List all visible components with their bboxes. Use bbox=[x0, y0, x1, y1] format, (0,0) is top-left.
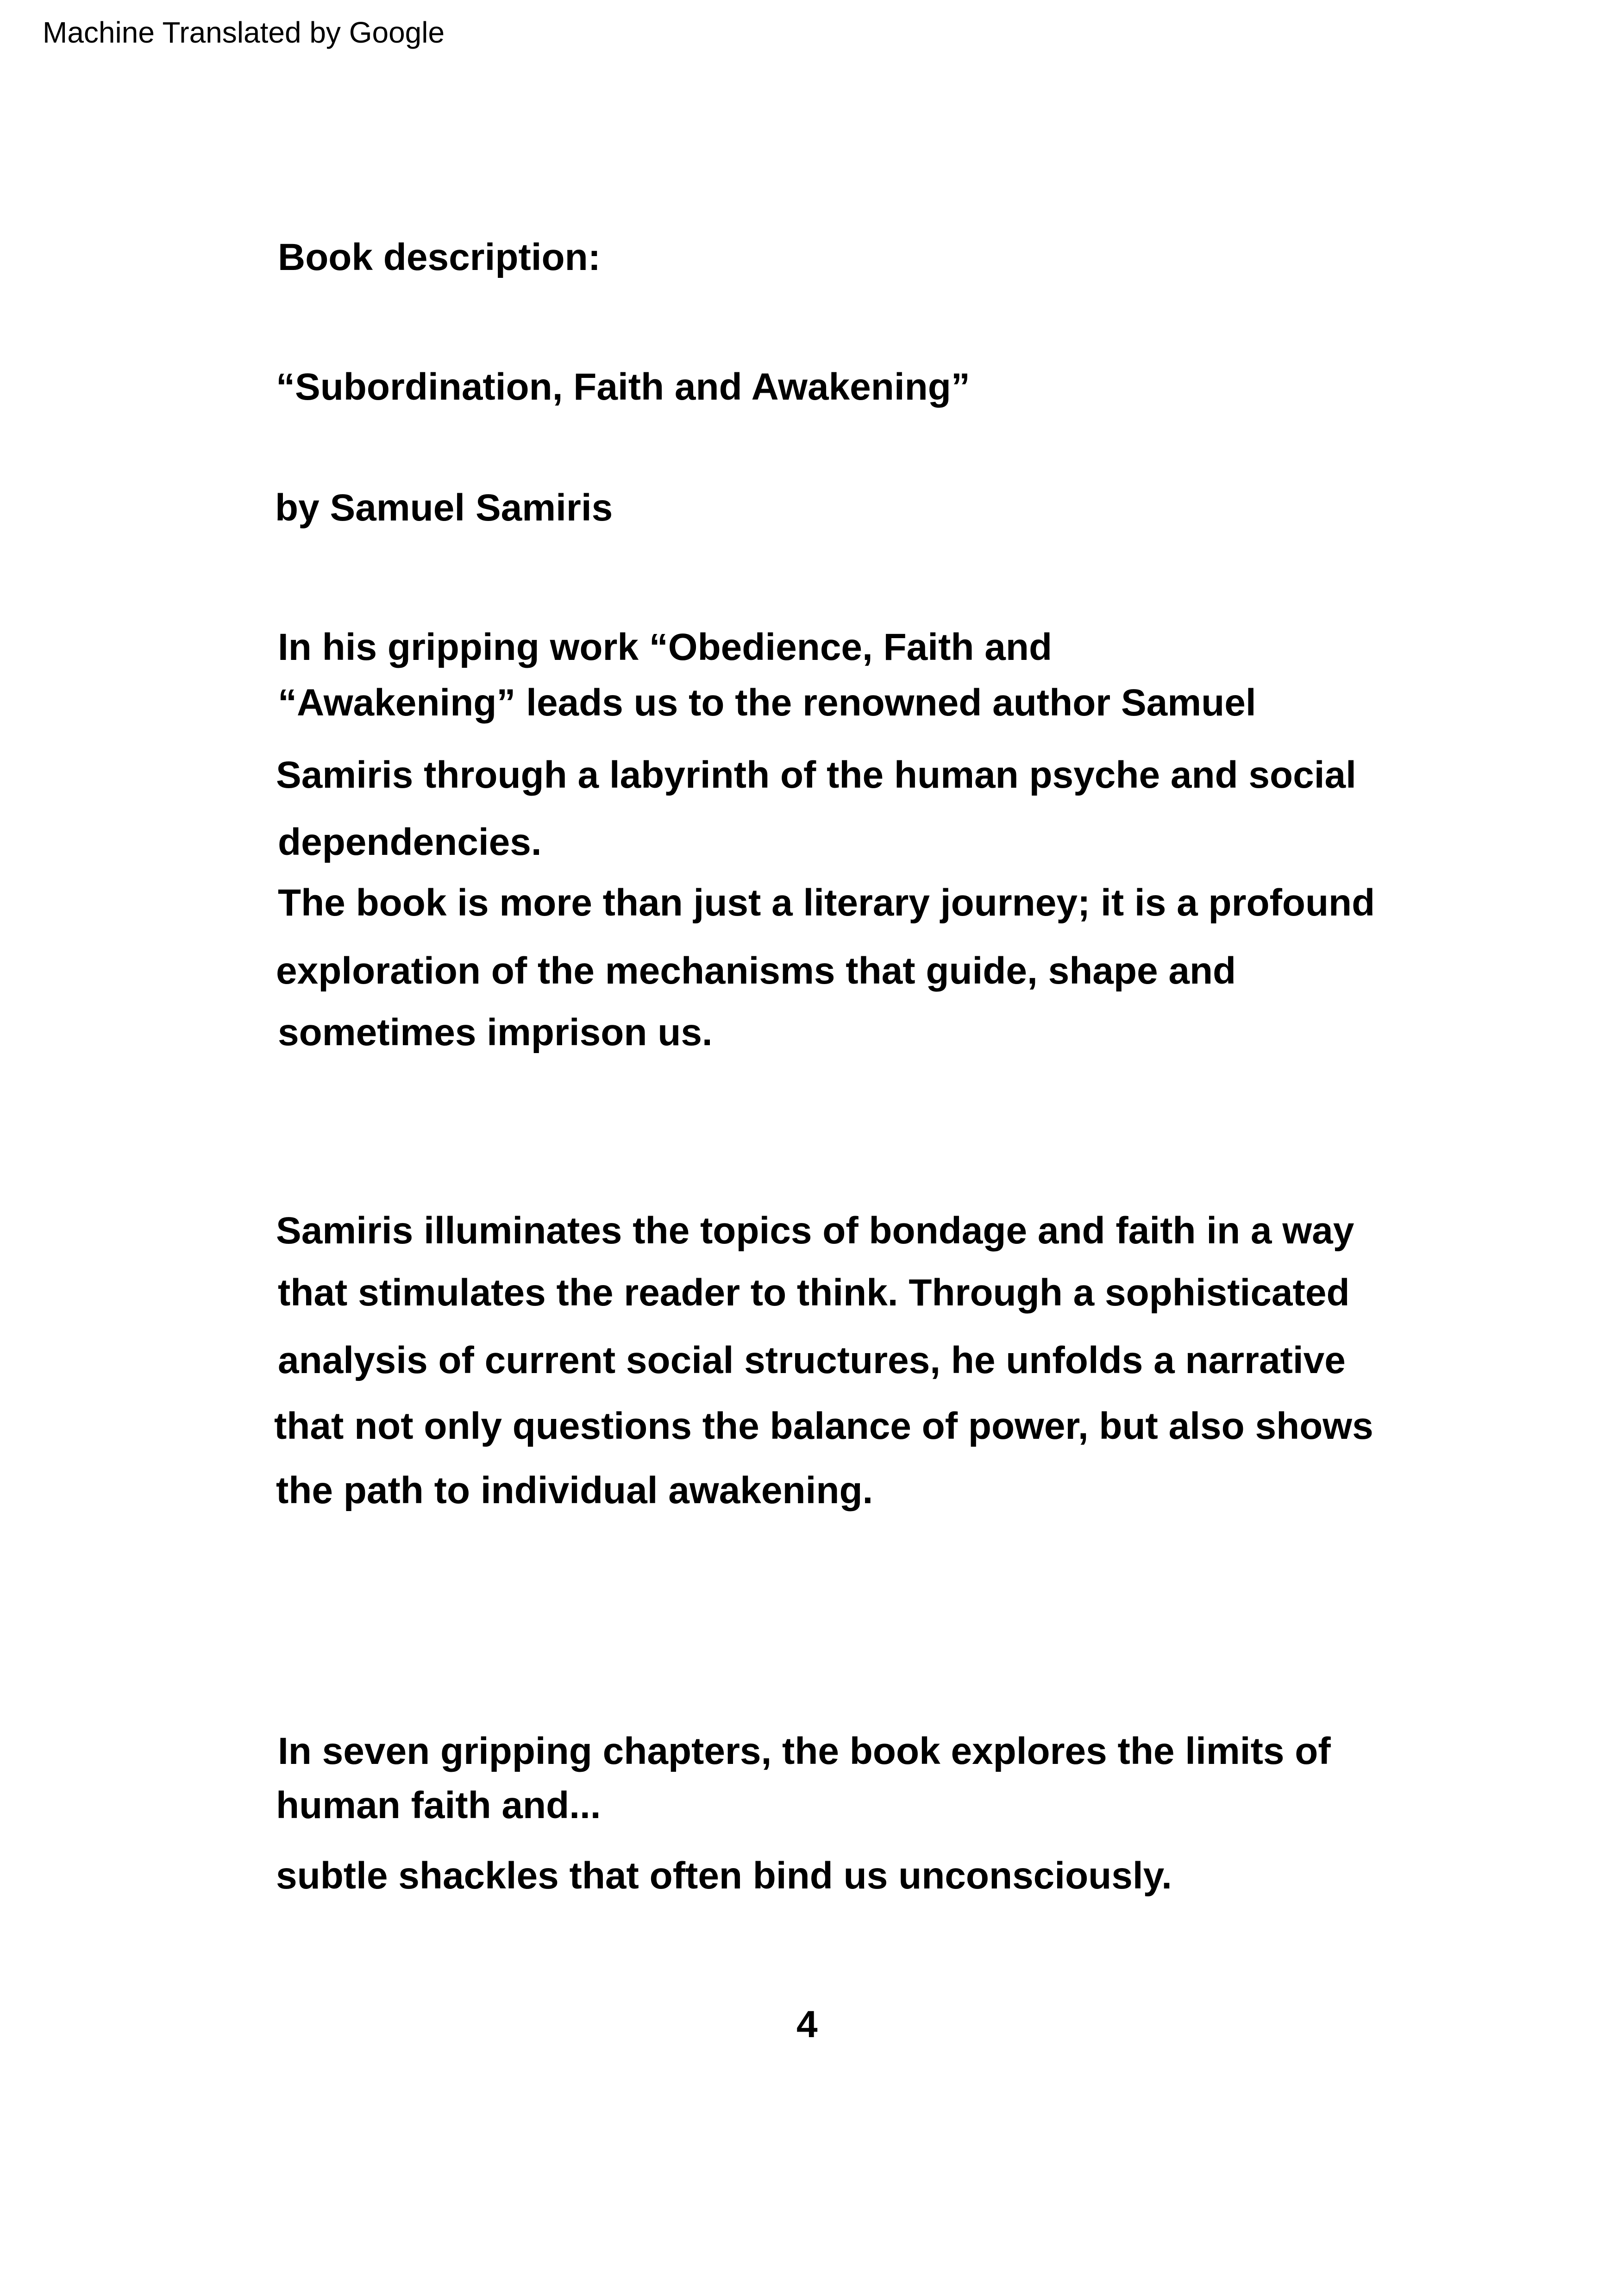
machine-translation-banner: Machine Translated by Google bbox=[43, 16, 445, 49]
paragraph-line: sometimes imprison us. bbox=[278, 1011, 713, 1054]
book-title: “Subordination, Faith and Awakening” bbox=[276, 366, 970, 408]
section-heading: Book description: bbox=[278, 236, 601, 278]
paragraph-line: exploration of the mechanisms that guide, shape and bbox=[276, 950, 1236, 992]
paragraph-line: In his gripping work “Obedience, Faith and bbox=[278, 626, 1053, 668]
paragraph-line: In seven gripping chapters, the book explores the limits of bbox=[278, 1730, 1331, 1772]
paragraph-line: Samiris illuminates the topics of bondage and faith in a way bbox=[276, 1210, 1354, 1252]
paragraph-line: Samiris through a labyrinth of the human psyche and social bbox=[276, 754, 1356, 796]
paragraph-line: subtle shackles that often bind us unconsciously. bbox=[276, 1855, 1172, 1897]
paragraph-line: “Awakening” leads us to the renowned author Samuel bbox=[278, 682, 1256, 724]
paragraph-line: dependencies. bbox=[278, 821, 542, 863]
book-author: by Samuel Samiris bbox=[275, 487, 613, 529]
page-number: 4 bbox=[796, 2003, 818, 2045]
paragraph-line: analysis of current social structures, he unfolds a narrative bbox=[278, 1339, 1346, 1381]
paragraph-line: that not only questions the balance of power, but also shows bbox=[274, 1405, 1373, 1447]
paragraph-line: human faith and... bbox=[276, 1784, 601, 1826]
paragraph-line: the path to individual awakening. bbox=[276, 1469, 873, 1512]
paragraph-line: The book is more than just a literary journey; it is a profound bbox=[278, 882, 1375, 924]
paragraph-line: that stimulates the reader to think. Through a sophisticated bbox=[278, 1272, 1350, 1314]
